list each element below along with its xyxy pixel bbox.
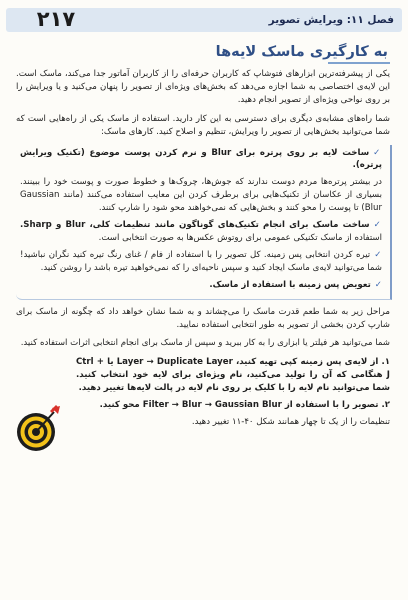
title-underline	[328, 62, 390, 64]
tip-item-2-body: استفاده از ماسک تکنیکی عمومی برای روتوش عکس‌ها به صورت انتخابی است.	[98, 232, 382, 243]
step-2-body: تنظیمات را از یک تا چهار همانند شکل ۴۰-۱۱ تغییر دهید.	[191, 416, 390, 427]
check-icon: ✓	[374, 279, 382, 290]
step-1: ۱. از لایه‌ی پس زمینه کپی تهیه کنید، Layer → Duplicate Layer یا Ctrl + J هنگامی که آن را تولید می‌کنید، نام ویژه‌ای برای لایه خود انتخاب کنید. شما می‌توانید نام لایه را با کلیک بر روی نام لایه در پالت لایه‌ها تغییر دهید.	[76, 357, 390, 394]
tip-item-4-head: تعویض پس زمینه با استفاده از ماسک.	[209, 279, 371, 290]
intro-paragraph-1: یکی از پیشرفته‌ترین ابزارهای فتوشاپ که کاربران حرفه‌ای را از کاربران آماتور جدا می‌کند، ماسک است. این لایه‌ی اختصاصی به شما اجازه می‌دهد که بخش‌های ویژه‌ای از تصویر را پنهان می‌کنید و یا ویرایش را بر روی نواحی ویژه‌ای از تصویر انجام دهید.	[16, 69, 390, 105]
tip-item-3-body: تیره کردن انتخابی پس زمینه. کل تصویر را با استفاده از فام / غنای رنگ تیره کنید نگران نباشید! شما می‌توانید لایه‌ی ماسک ایجاد کنید و سپس ناحیه‌ای را که نمی‌خواهید تیره باشد را روشن کنید.	[20, 249, 382, 273]
target-with-arrow-icon	[14, 402, 64, 454]
page-content	[10, 42, 396, 433]
tip-item-2	[20, 219, 382, 245]
tip-box	[16, 145, 392, 300]
check-icon: ✓	[374, 249, 382, 260]
chapter-title: فصل ۱۱: ویرایش تصویر	[268, 14, 394, 26]
tip-item-2-head: ساخت ماسک برای انجام تکنیک‌های گوناگون مانند تنظیمات کلی، Blur و Sharp.	[20, 220, 370, 231]
page-number: ۲۱۷	[36, 7, 76, 31]
body-paragraph-2: شما می‌توانید هر فیلتر یا ابزاری را به کار ببرید و سپس از ماسک برای انجام انتخابی اثرات استفاده کنید.	[20, 338, 390, 349]
tip-item-4	[20, 279, 382, 292]
body-paragraph-1: مراحل زیر به شما طعم قدرت ماسک را می‌چشاند و به شما نشان خواهد داد که چگونه از ماسک برای شارپ کردن بخشی از تصویر به طور انتخابی استفاده نمایید.	[16, 306, 390, 330]
check-icon: ✓	[373, 220, 382, 231]
page-header	[0, 0, 408, 38]
steps-list	[10, 356, 396, 429]
section-title	[216, 42, 390, 62]
step-2-head: ۲. تصویر را با استفاده از Filter → Blur → Gaussian Blur محو کنید.	[99, 400, 390, 411]
section-title-text: به کارگیری ماسک لایه‌ها	[215, 44, 388, 60]
tip-item-1-head	[20, 147, 382, 173]
tip-item-1-head-text: ساخت لایه بر روی پرتره برای Blur و نرم کردن پوست موضوع (تکنیک ویرایش پرتره).	[20, 147, 382, 171]
intro-paragraph-2: شما راه‌های مشابه‌ی دیگری برای دسترسی به این کار دارید. استفاده از ماسک یکی از راه‌هایی است که شما می‌توانید بخش‌هایی از تصویر را ویرایش، تنظیم و اصلاح کنید. کارهای ماسک:	[16, 113, 390, 137]
tip-item-3	[20, 249, 382, 275]
check-icon: ✓	[373, 147, 383, 158]
tip-item-1-body: در بیشتر پرتره‌ها مردم دوست ندارند که جوش‌ها، چروک‌ها و خطوط صورت و پوست خود را ببینند. بسیاری از عکاسان از تکنیک‌هایی برای برطرف کردن این معایب استفاده می‌کنند (مانند Gaussian Blur) تا پوست را محو کنند و بخش‌هایی که نمی‌خواهند محو شود را شارپ کنند.	[20, 177, 382, 214]
